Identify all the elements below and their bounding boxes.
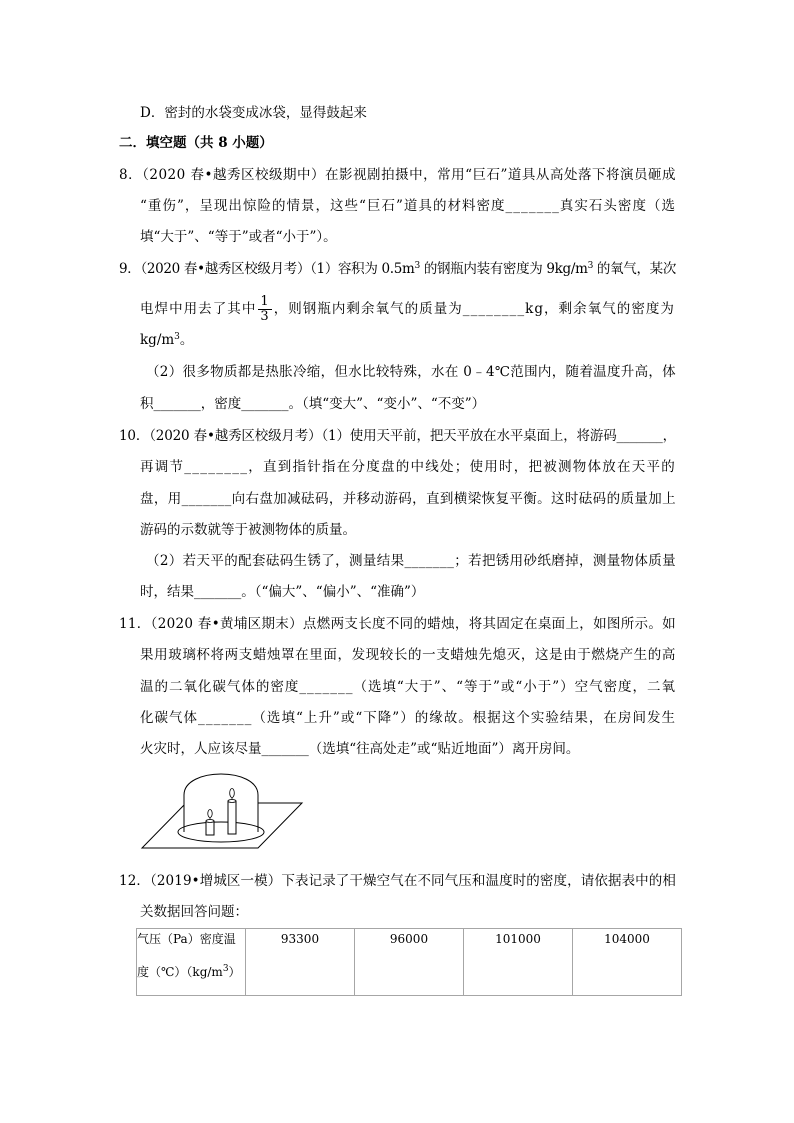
q11-line-4: 化碳气体_______（选填“上升”或“下降”）的缘故。根据这个实验结果，在房间发生 <box>140 710 676 726</box>
header-cell-line-1: 气压（Pa）密度温 <box>137 932 236 946</box>
q9-line-3-text-a: kg/m <box>140 332 175 348</box>
q9-line-4: （2）很多物质都是热胀冷缩，但水比较特殊，水在 0﹣4℃范围内，随着温度升高，体 <box>146 364 676 380</box>
pressure-cell: 93300 <box>246 929 355 996</box>
pressure-cell: 101000 <box>464 929 573 996</box>
glass-base-ellipse <box>178 822 264 842</box>
q9-line-5: 积_______，密度_______。（填“变大”、“变小”、“不变”） <box>140 396 486 412</box>
q10-line-5: （2）若天平的配套砝码生锈了，测量结果_______；若把锈用砂纸磨掉，测量物体质量 <box>146 553 676 569</box>
q9-line-2-text-b: ，则钢瓶内剩余氧气的质量为________kg，剩余氧气的密度为 <box>273 301 675 317</box>
q9-line-2 <box>140 294 676 324</box>
q9-line-1-text-a: 9．（2020 春•越秀区校级月考）（1）容积为 0.5m <box>119 261 415 277</box>
q11-line-1: 11．（2020 春•黄埔区期末）点燃两支长度不同的蜡烛，将其固定在桌面上，如图所示。如 <box>119 616 676 632</box>
q11-line-2: 果用玻璃杯将两支蜡烛罩在里面，发现较长的一支蜡烛先熄灭，这是由于燃烧产生的高 <box>140 647 676 663</box>
q9-line-1-text-b: 的钢瓶内装有密度为 9kg/m <box>419 261 588 277</box>
superscript: 3 <box>414 261 420 271</box>
section-title: 二．填空题（共 8 小题） <box>119 135 273 151</box>
q10-line-3: 盘，用_______向右盘加减砝码，并移动游码，直到横梁恢复平衡。这时砝码的质量加上 <box>140 491 676 507</box>
q9-line-1-text-c: 的氧气，某次 <box>592 261 676 277</box>
q11-line-3: 温的二氧化碳气体的密度_______（选填“大于”、“等于”或“小于”）空气密度，二氧 <box>140 679 676 695</box>
q8-line-2: “重伤”，呈现出惊险的情景，这些“巨石”道具的材料密度_______真实石头密度（选 <box>140 198 676 214</box>
q9-line-2-text-a: 电焊中用去了其中 <box>140 301 257 317</box>
q8-line-1: 8．（2020 春•越秀区校级期中）在影视剧拍摄中，常用“巨石”道具从高处落下将演员砸成 <box>119 167 676 183</box>
header-cell <box>137 929 246 996</box>
density-table <box>136 928 682 996</box>
short-candle <box>206 821 214 835</box>
fraction-numerator: 1 <box>260 294 270 309</box>
pressure-cell: 96000 <box>355 929 464 996</box>
pressure-cell: 104000 <box>573 929 682 996</box>
fraction-denominator: 3 <box>260 309 270 324</box>
q10-line-1: 10．（2020 春•越秀区校级月考）（1）使用天平前，把天平放在水平桌面上，将游码_______， <box>119 428 676 444</box>
header-cell-line-2-close: ） <box>228 965 241 979</box>
superscript: 3 <box>587 261 593 271</box>
tall-candle-flame <box>230 789 235 798</box>
table-row <box>137 929 682 996</box>
q12-line-1: 12．（2019•增城区一模）下表记录了干燥空气在不同气压和温度时的密度，请依据表中的相 <box>119 873 676 889</box>
tall-candle <box>228 801 236 834</box>
q12-line-2: 关数据回答问题： <box>140 904 248 920</box>
q9-line-3 <box>140 330 193 350</box>
q10-line-4: 游码的示数就等于被测物体的质量。 <box>140 522 356 538</box>
superscript: 3 <box>222 964 229 974</box>
q9-line-1 <box>119 259 676 279</box>
short-candle-flame <box>208 810 212 818</box>
fraction <box>258 295 271 324</box>
q11-line-5: 火灾时，人应该尽量_______（选填“往高处走”或“贴近地面”）离开房间。 <box>140 741 580 757</box>
header-cell-line-2 <box>137 962 245 982</box>
candle-jar-figure <box>135 765 310 860</box>
header-cell-line-2-text: 度（℃）（kg/m <box>137 965 223 979</box>
q9-line-3-text-b: 。 <box>179 332 194 348</box>
q10-line-6: 时，结果_______。（“偏大”、“偏小”、“准确”） <box>140 584 425 600</box>
superscript: 3 <box>174 332 180 342</box>
q10-line-2: 再调节________，直到指针指在分度盘的中线处；使用时，把被测物体放在天平的 <box>140 459 676 475</box>
option-d: D．密封的水袋变成冰袋，显得鼓起来 <box>140 105 367 121</box>
q8-line-3: 填“大于”、“等于”或者“小于”）。 <box>140 229 337 245</box>
